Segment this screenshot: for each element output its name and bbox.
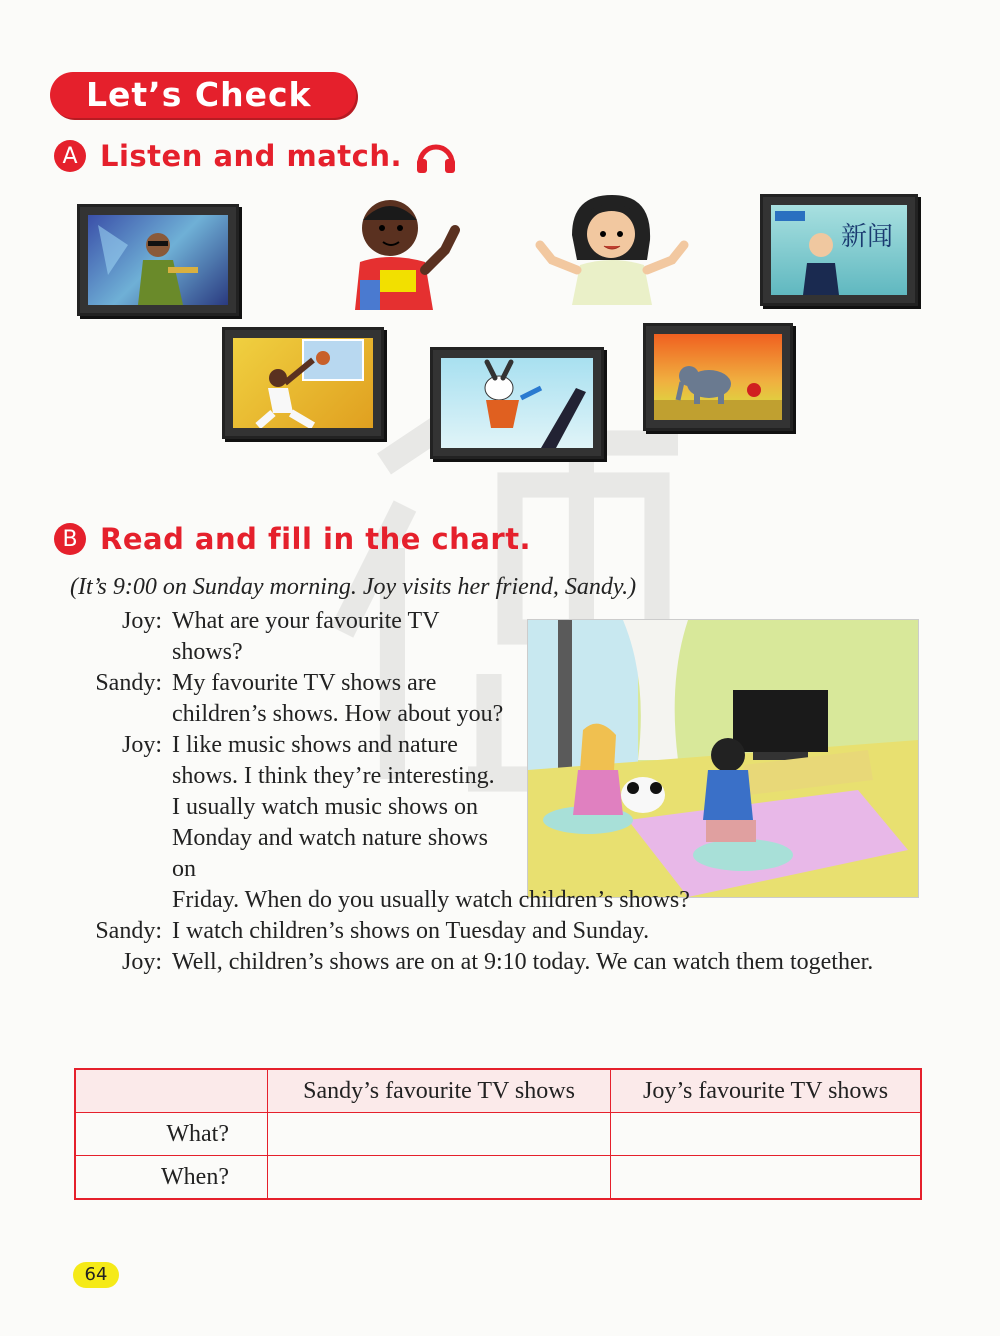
chart-row-what <box>75 1113 921 1156</box>
action-man-illustration <box>88 215 228 305</box>
girl-character-image <box>532 190 692 305</box>
news-anchor-illustration <box>771 205 907 295</box>
answer-cell-joy-when[interactable] <box>611 1156 921 1200</box>
boy-character-image <box>345 190 475 310</box>
chart-header-row <box>75 1069 921 1113</box>
section-b-letter: B <box>54 523 86 555</box>
dialogue <box>80 606 910 978</box>
news-caption: 新闻 <box>841 222 894 252</box>
banner-title: Let’s Check <box>86 75 312 114</box>
speaker-name: Joy: <box>121 608 162 634</box>
basketball-player-illustration <box>233 338 373 428</box>
speaker-name: Joy: <box>121 949 162 975</box>
dialogue-line <box>80 730 910 885</box>
elephant-illustration <box>654 334 782 420</box>
tv-sports-show[interactable] <box>222 327 384 439</box>
answer-cell-sandy-what[interactable] <box>268 1113 611 1156</box>
chart-header-sandy: Sandy’s favourite TV shows <box>268 1069 611 1113</box>
speech-text: I watch children’s shows on Tuesday and Sunday. <box>172 918 650 944</box>
section-b-title: Read and fill in the chart. <box>100 522 532 556</box>
speaker-name: Sandy: <box>95 670 162 696</box>
chart-header-joy: Joy’s favourite TV shows <box>611 1069 921 1113</box>
chart-row-label: When? <box>75 1156 268 1200</box>
section-a-letter: A <box>54 140 86 172</box>
chart-row-when <box>75 1156 921 1200</box>
section-a-title: Listen and match. <box>100 139 403 173</box>
answer-cell-joy-what[interactable] <box>611 1113 921 1156</box>
tv-nature-show[interactable] <box>643 323 793 431</box>
lets-check-banner <box>50 72 356 118</box>
page-number-badge: 64 <box>73 1262 119 1288</box>
tv-action-show[interactable] <box>77 204 239 316</box>
speech-text: Well, children’s shows are on at 9:10 today. We can watch them together. <box>172 949 874 975</box>
section-b-heading <box>54 522 531 556</box>
tv-cartoon-show[interactable] <box>430 347 604 459</box>
speech-text: I like music shows and nature shows. I think they’re interesting. I usually watch music shows on Monday and watch nature shows on <box>172 732 495 882</box>
tv-news-show[interactable] <box>760 194 918 306</box>
answer-cell-sandy-when[interactable] <box>268 1156 611 1200</box>
speech-text: What are your favourite TV shows? <box>172 608 440 665</box>
speech-text: My favourite TV shows are children’s shows. How about you? <box>172 670 504 727</box>
chart-row-label: What? <box>75 1113 268 1156</box>
speaker-name: Joy: <box>121 732 162 758</box>
dialogue-line <box>80 947 910 978</box>
dialogue-line <box>80 885 910 916</box>
rabbit-cartoon-illustration <box>441 358 593 448</box>
fill-in-chart <box>74 1068 922 1200</box>
dialogue-line <box>80 606 910 668</box>
dialogue-line <box>80 668 910 730</box>
speech-text: Friday. When do you usually watch children’s shows? <box>172 887 690 913</box>
headphones-icon[interactable] <box>414 137 458 175</box>
speaker-name: Sandy: <box>95 918 162 944</box>
dialogue-line <box>80 916 910 947</box>
section-a-heading <box>54 137 458 175</box>
scene-intro: (It’s 9:00 on Sunday morning. Joy visits her friend, Sandy.) <box>70 574 637 600</box>
chart-corner-cell <box>75 1069 268 1113</box>
